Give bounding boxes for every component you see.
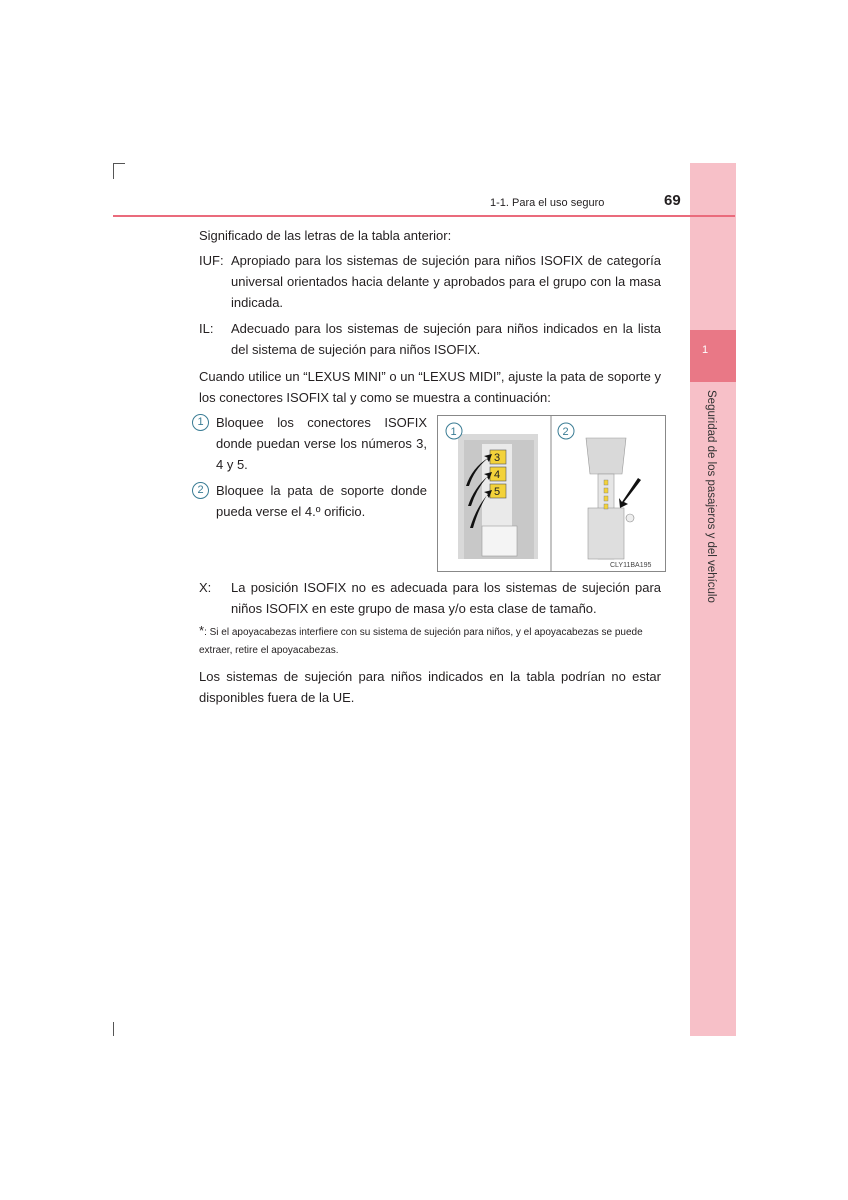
connector-number: 4	[494, 469, 501, 481]
connector-number-labels	[490, 450, 506, 498]
isofix-illustration	[437, 415, 666, 572]
panel-label: 1	[450, 426, 457, 438]
step-number-circle: 1	[192, 414, 209, 431]
step-number-circle: 2	[192, 482, 209, 499]
crop-mark	[113, 163, 125, 164]
footnote	[199, 622, 669, 660]
footnote-text: : Si el apoyacabezas interfiere con su sistema de sujeción para niños, y el apoyacabezas se puede extraer, retire el apoyacabezas.	[199, 627, 643, 656]
definition-iuf	[199, 250, 661, 313]
connector-number: 5	[494, 486, 501, 498]
panel-label: 2	[562, 426, 569, 438]
step-2	[192, 480, 427, 522]
instruction-text: Cuando utilice un “LEXUS MINI” o un “LEXUS MIDI”, ajuste la pata de soporte y los conectores ISOFIX tal y como se muestra a continuación:	[199, 369, 661, 405]
page-number: 69	[664, 192, 681, 209]
section-title: 1-1. Para el uso seguro	[490, 197, 605, 209]
crop-mark	[113, 163, 114, 179]
definition-text: La posición ISOFIX no es adecuada para los sistemas de sujeción para niños ISOFIX en este grupo de masa y/o esta clase de tamaño.	[231, 580, 661, 616]
illustration-svg	[438, 416, 665, 571]
chapter-title: Seguridad de los pasajeros y del vehículo	[705, 390, 717, 603]
closing-text: Los sistemas de sujeción para niños indicados en la tabla podrían no estar disponibles fuera de la UE.	[199, 669, 661, 705]
connector-number: 3	[494, 452, 501, 464]
definition-x	[199, 577, 661, 619]
pointer-arrow	[619, 478, 641, 508]
figure-code: CLY11BA195	[610, 562, 652, 569]
intro-text: Significado de las letras de la tabla anterior:	[199, 228, 452, 243]
crop-mark	[113, 1022, 114, 1036]
definition-text: Apropiado para los sistemas de sujeción para niños ISOFIX de categoría universal orientados hacia delante y aprobados para el grupo con la masa indicada.	[231, 253, 661, 310]
step-text: Bloquee la pata de soporte donde pueda verse el 4.º orificio.	[216, 483, 427, 519]
chapter-number: 1	[702, 344, 709, 356]
step-1	[192, 412, 427, 475]
definition-label: X:	[199, 580, 212, 595]
definition-il	[199, 318, 661, 360]
header-rule	[113, 215, 735, 217]
definition-text: Adecuado para los sistemas de sujeción para niños indicados en la lista del sistema de sujeción para niños ISOFIX.	[231, 321, 661, 357]
chapter-number-box	[690, 330, 736, 382]
definition-label: IUF:	[199, 253, 224, 268]
step-text: Bloquee los conectores ISOFIX donde puedan verse los números 3, 4 y 5.	[216, 415, 427, 472]
definition-label: IL:	[199, 321, 214, 336]
footnote-mark: *	[199, 623, 205, 638]
